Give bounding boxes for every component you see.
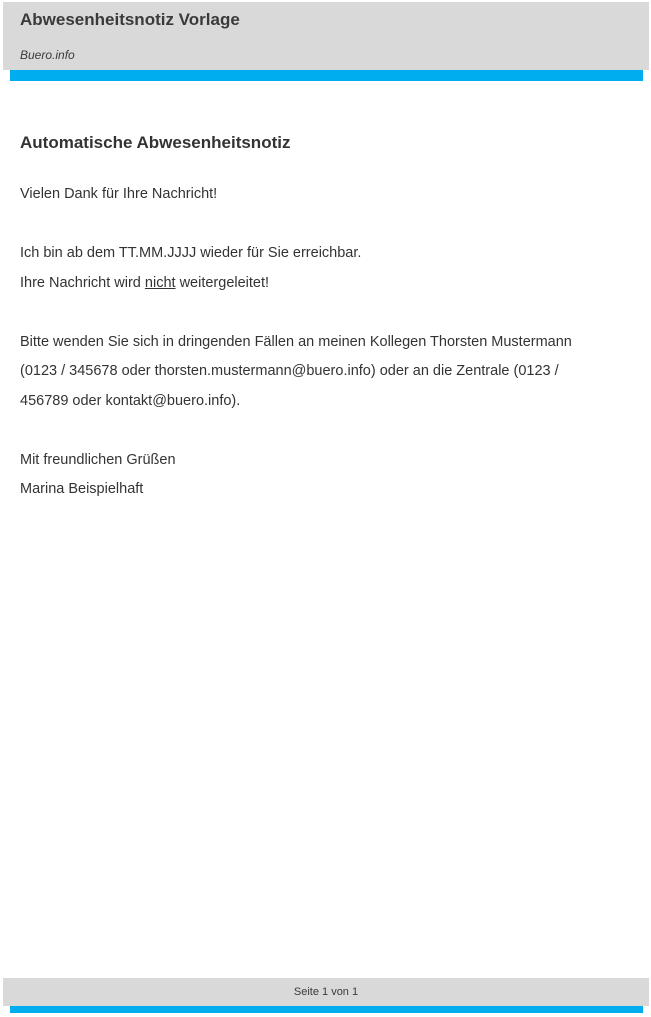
page-number: Seite 1 von 1 (293, 986, 359, 998)
document-title: Abwesenheitsnotiz Vorlage (20, 10, 240, 29)
availability-paragraph (20, 239, 620, 298)
forwarding-emphasis: nicht (144, 274, 176, 291)
forwarding-text-after: weitergeleitet! (175, 274, 270, 291)
closing-paragraph (20, 446, 620, 505)
closing-line: Mit freundlichen Grüßen (20, 451, 176, 468)
forwarding-line (20, 269, 620, 299)
header-accent-bar (10, 70, 643, 81)
document-header (3, 2, 649, 70)
document-footer (3, 978, 649, 1006)
document-subtitle: Buero.info (20, 48, 75, 62)
body-heading: Automatische Abwesenheitsnotiz (20, 133, 291, 152)
contact-line: Bitte wenden Sie sich in dringenden Fällen an meinen Kollegen Thorsten Mustermann (20, 333, 572, 350)
contact-line: (0123 / 345678 oder thorsten.mustermann@buero.info) oder an die Zentrale (0123 / (20, 363, 559, 379)
greeting-line: Vielen Dank für Ihre Nachricht! (20, 186, 218, 202)
forwarding-text-before: Ihre Nachricht wird (20, 274, 145, 291)
footer-accent-bar (10, 1006, 643, 1013)
document-body (20, 130, 620, 534)
availability-line: Ich bin ab dem TT.MM.JJJJ wieder für Sie erreichbar. (20, 245, 362, 261)
signature-name: Marina Beispielhaft (20, 481, 144, 497)
contact-paragraph (20, 328, 620, 417)
greeting-paragraph (20, 180, 620, 210)
contact-line: 456789 oder kontakt@buero.info). (20, 392, 241, 409)
